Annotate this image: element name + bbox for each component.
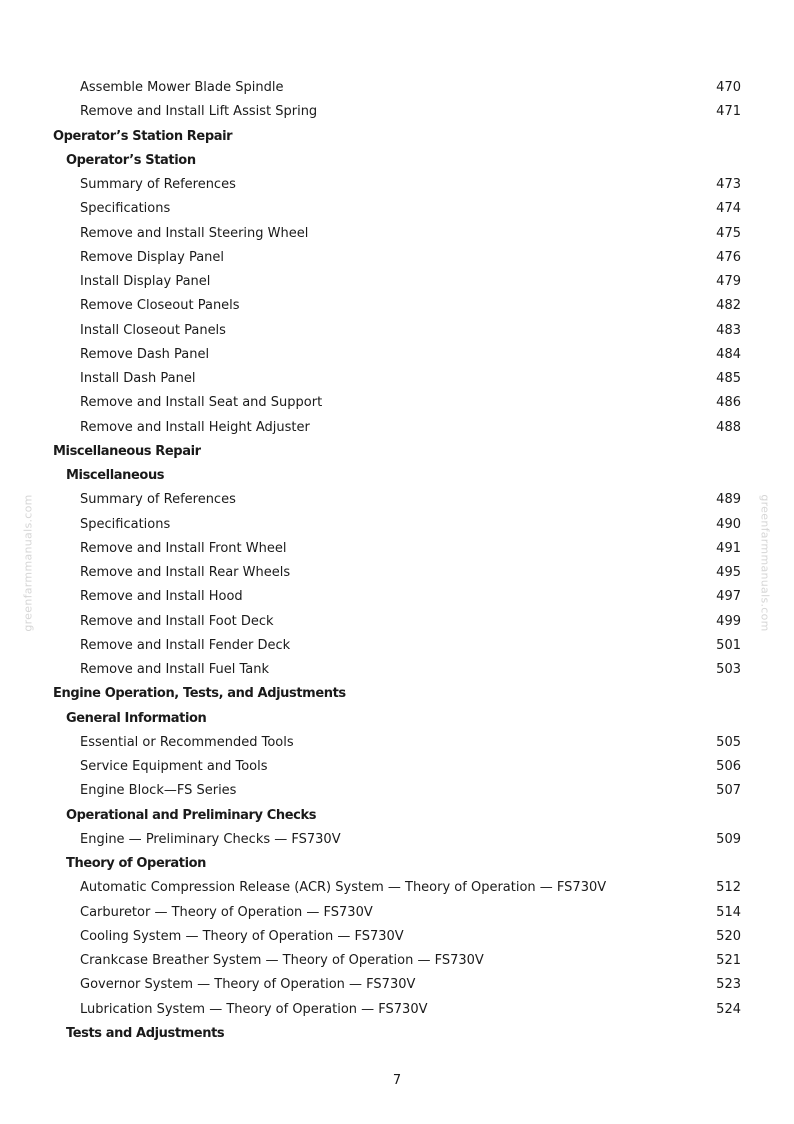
toc-entry-title: Miscellaneous Repair (53, 443, 201, 459)
toc-entry-title: Assemble Mower Blade Spindle (80, 80, 284, 95)
toc-entry-title: Engine Operation, Tests, and Adjustments (53, 686, 346, 702)
toc-entry[interactable] (0, 488, 794, 512)
toc-subsection-heading[interactable] (0, 804, 794, 828)
toc-entry[interactable] (0, 173, 794, 197)
toc-entry-page: 484 (716, 346, 741, 362)
toc-entry-title: Remove and Install Lift Assist Spring (80, 104, 318, 120)
toc-entry-page: 499 (716, 613, 741, 629)
toc-entry-page: 489 (716, 492, 741, 508)
toc-entry-page: 505 (716, 734, 741, 750)
toc-entry-title: Automatic Compression Release (ACR) System — Theory of Operation — FS730V (80, 880, 607, 896)
toc-entry-page: 488 (716, 419, 741, 435)
toc-entry-page: 490 (716, 516, 741, 532)
toc-entry-page: 486 (716, 395, 741, 411)
watermark-right: greenfarmmanuals.com (758, 494, 772, 632)
toc-entry[interactable] (0, 755, 794, 779)
toc-entry[interactable] (0, 294, 794, 318)
toc-entry-page: 482 (716, 298, 741, 314)
toc-entry[interactable] (0, 973, 794, 997)
toc-entry[interactable] (0, 537, 794, 561)
toc-entry[interactable] (0, 828, 794, 852)
toc-entry-title: Service Equipment and Tools (80, 759, 268, 774)
toc-entry-page: 471 (716, 104, 741, 120)
table-of-contents (0, 76, 794, 1046)
toc-entry-page: 491 (716, 540, 741, 556)
toc-entry-title: Cooling System — Theory of Operation — FS730V (80, 928, 404, 944)
toc-entry-title: Install Closeout Panels (80, 322, 226, 338)
toc-entry[interactable] (0, 585, 794, 609)
toc-entry-page: 521 (716, 953, 741, 968)
toc-entry-title: Remove and Install Hood (80, 589, 243, 605)
toc-entry-page: 509 (716, 831, 741, 847)
toc-entry-page: 497 (716, 589, 741, 605)
toc-entry-page: 506 (716, 759, 741, 774)
toc-entry-title: Remove and Install Fuel Tank (80, 662, 270, 677)
toc-subsection-heading[interactable] (0, 149, 794, 173)
toc-entry-title: General Information (66, 710, 207, 726)
toc-entry-page: 523 (716, 977, 741, 993)
toc-entry[interactable] (0, 343, 794, 367)
toc-entry-title: Install Dash Panel (80, 371, 196, 386)
toc-entry[interactable] (0, 222, 794, 246)
toc-entry-title: Install Display Panel (80, 274, 211, 289)
toc-entry-page: 474 (716, 201, 741, 217)
toc-entry[interactable] (0, 876, 794, 900)
toc-entry[interactable] (0, 416, 794, 440)
toc-entry[interactable] (0, 634, 794, 658)
toc-entry-title: Summary of References (80, 177, 236, 192)
toc-entry-title: Remove and Install Front Wheel (80, 540, 287, 556)
toc-entry[interactable] (0, 270, 794, 294)
toc-entry-title: Remove and Install Height Adjuster (80, 419, 310, 435)
toc-entry-page: 476 (716, 249, 741, 265)
toc-entry-title: Remove Dash Panel (80, 346, 210, 362)
toc-entry-page: 470 (716, 80, 741, 95)
toc-entry-title: Crankcase Breather System — Theory of Operation — FS730V (80, 953, 484, 968)
toc-entry-title: Governor System — Theory of Operation — FS730V (80, 977, 416, 993)
toc-entry[interactable] (0, 610, 794, 634)
toc-subsection-heading[interactable] (0, 464, 794, 488)
toc-entry-title: Remove and Install Seat and Support (80, 395, 323, 411)
toc-entry[interactable] (0, 246, 794, 270)
toc-entry-title: Engine — Preliminary Checks — FS730V (80, 831, 341, 847)
toc-entry-title: Operational and Preliminary Checks (66, 807, 317, 823)
toc-entry[interactable] (0, 779, 794, 803)
toc-entry-title: Summary of References (80, 492, 236, 508)
toc-entry-title: Operator’s Station (66, 152, 196, 168)
toc-entry-page: 520 (716, 928, 741, 944)
toc-entry[interactable] (0, 658, 794, 682)
toc-entry-title: Specifications (80, 201, 171, 217)
toc-entry-page: 524 (716, 1001, 741, 1017)
toc-entry-title: Remove and Install Foot Deck (80, 613, 274, 629)
toc-entry[interactable] (0, 513, 794, 537)
toc-entry-page: 485 (716, 371, 741, 386)
toc-entry-title: Remove Closeout Panels (80, 298, 240, 314)
toc-entry[interactable] (0, 925, 794, 949)
toc-entry-title: Remove and Install Rear Wheels (80, 565, 291, 580)
toc-entry-title: Theory of Operation (66, 856, 207, 871)
toc-entry[interactable] (0, 901, 794, 925)
toc-entry[interactable] (0, 76, 794, 100)
toc-entry-page: 512 (716, 880, 741, 896)
toc-entry-title: Carburetor — Theory of Operation — FS730V (80, 904, 373, 920)
toc-entry-title: Specifications (80, 516, 171, 532)
watermark-left: greenfarmmanuals.com (21, 494, 35, 632)
toc-entry-page: 475 (716, 225, 741, 241)
toc-entry-title: Engine Block—FS Series (80, 783, 237, 799)
toc-entry-page: 483 (716, 322, 741, 338)
toc-section-heading[interactable] (0, 682, 794, 706)
toc-entry[interactable] (0, 731, 794, 755)
toc-entry-page: 479 (716, 274, 741, 289)
toc-entry[interactable] (0, 100, 794, 124)
toc-entry-title: Remove and Install Fender Deck (80, 637, 291, 653)
toc-section-heading[interactable] (0, 440, 794, 464)
toc-entry[interactable] (0, 197, 794, 221)
toc-section-heading[interactable] (0, 125, 794, 149)
page-number: 7 (392, 1073, 402, 1088)
toc-subsection-heading[interactable] (0, 852, 794, 876)
toc-entry-title: Remove and Install Steering Wheel (80, 225, 309, 241)
toc-entry-page: 501 (716, 637, 741, 653)
toc-entry-title: Essential or Recommended Tools (80, 734, 294, 750)
toc-entry-page: 495 (716, 565, 741, 580)
toc-entry[interactable] (0, 367, 794, 391)
toc-subsection-heading[interactable] (0, 707, 794, 731)
toc-entry-title: Remove Display Panel (80, 249, 225, 265)
toc-entry-page: 507 (716, 783, 741, 799)
toc-entry-page: 503 (716, 662, 741, 677)
toc-subsection-heading[interactable] (0, 1022, 794, 1046)
toc-entry[interactable] (0, 391, 794, 415)
toc-entry[interactable] (0, 561, 794, 585)
toc-entry-title: Miscellaneous (66, 468, 165, 483)
toc-entry-page: 473 (716, 177, 741, 192)
toc-entry-title: Operator’s Station Repair (53, 128, 233, 144)
toc-entry[interactable] (0, 319, 794, 343)
toc-entry-title: Lubrication System — Theory of Operation — FS730V (80, 1001, 428, 1017)
toc-entry[interactable] (0, 949, 794, 973)
toc-entry-page: 514 (716, 904, 741, 920)
toc-entry-title: Tests and Adjustments (66, 1025, 225, 1041)
toc-entry[interactable] (0, 998, 794, 1022)
